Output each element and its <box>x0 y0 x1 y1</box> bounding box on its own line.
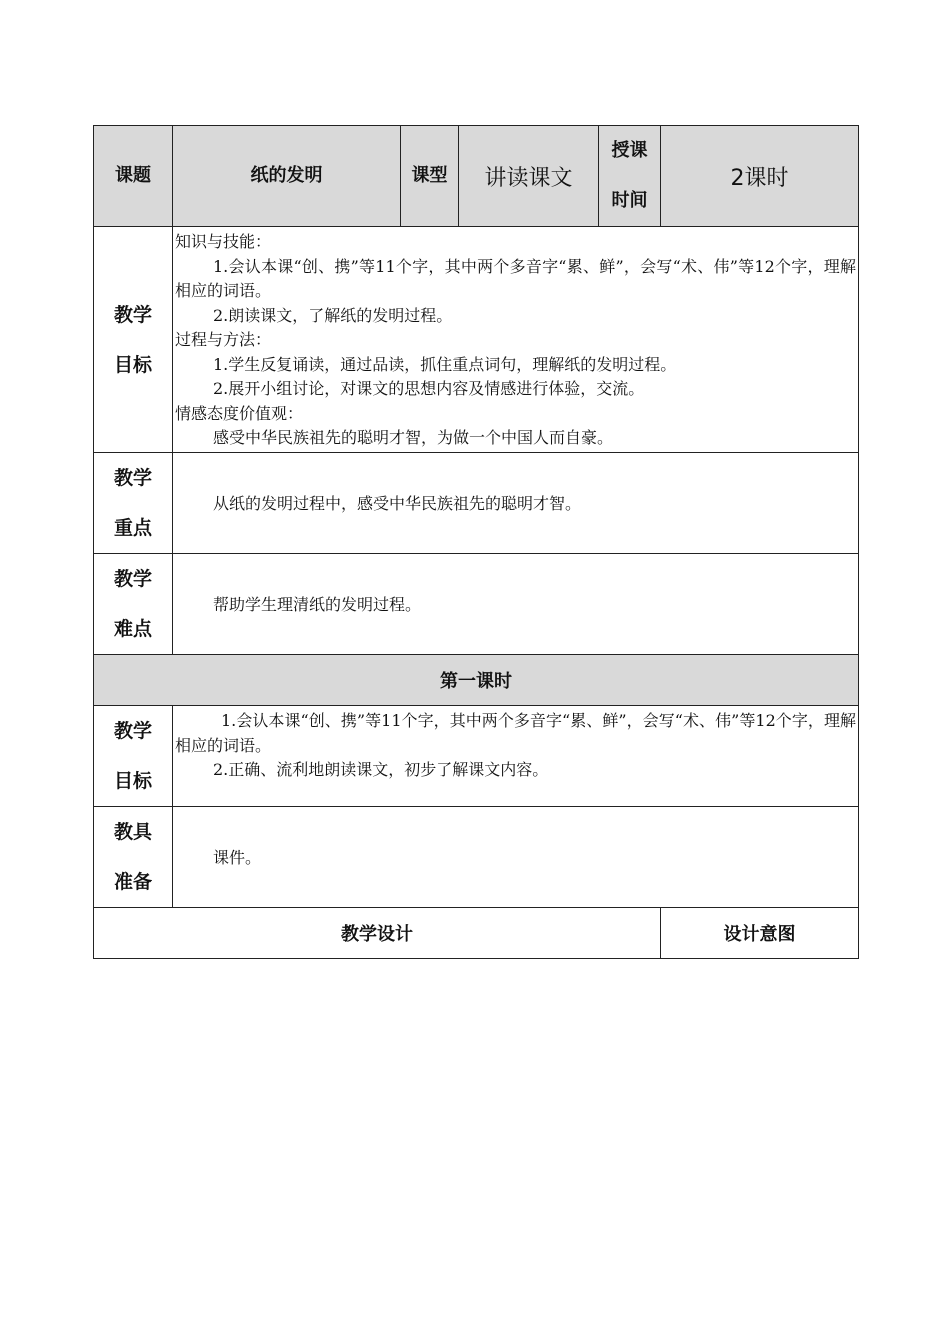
objective-line: 2.朗读课文，了解纸的发明过程。 <box>213 305 453 325</box>
key-points-label-line-2: 重点 <box>113 517 152 539</box>
lesson-objectives-label-line-2: 目标 <box>113 770 152 792</box>
first-lesson-title: 第一课时 <box>94 655 859 706</box>
objectives-content <box>173 227 859 453</box>
key-points-label-line-1: 教学 <box>113 467 152 489</box>
header-row <box>94 126 859 227</box>
tools-text: 课件。 <box>213 847 262 867</box>
tools-content <box>173 807 859 908</box>
difficulties-text: 帮助学生理清纸的发明过程。 <box>213 594 422 614</box>
objective-heading-emotion: 情感态度价值观： <box>175 403 304 423</box>
key-points-row <box>94 453 859 554</box>
objectives-label-line-2: 目标 <box>113 353 152 376</box>
key-points-label <box>94 453 173 554</box>
lesson-objectives-label <box>94 706 173 807</box>
objectives-row <box>94 227 859 453</box>
objective-line: 1.学生反复诵读，通过品读，抓住重点词句，理解纸的发明过程。 <box>213 354 677 374</box>
difficulties-label-line-1: 教学 <box>113 568 152 590</box>
objectives-label-line-1: 教学 <box>113 303 152 326</box>
lesson-objective-line: 1.会认本课“创、携”等11个字，其中两个多音字“累、鲜”，会写“术、伟”等12个字，理解相应的词语。 <box>175 711 856 755</box>
lesson-objectives-content <box>173 706 859 807</box>
difficulties-row <box>94 554 859 655</box>
time-label <box>599 126 661 227</box>
lesson-plan-table <box>93 125 859 959</box>
tools-row <box>94 807 859 908</box>
objectives-label <box>94 227 173 453</box>
difficulties-content <box>173 554 859 655</box>
key-points-content <box>173 453 859 554</box>
key-points-text: 从纸的发明过程中，感受中华民族祖先的聪明才智。 <box>213 493 582 513</box>
lesson-objectives-label-line-1: 教学 <box>113 720 152 742</box>
objective-line: 感受中华民族祖先的聪明才智，为做一个中国人而自豪。 <box>213 428 614 448</box>
design-header-row <box>94 908 859 959</box>
teaching-design-header: 教学设计 <box>94 908 661 959</box>
type-label: 课型 <box>401 126 459 227</box>
time-value: 2课时 <box>661 126 859 227</box>
objective-heading-process: 过程与方法： <box>175 330 272 350</box>
time-label-line-1: 授课 <box>611 140 648 161</box>
tools-label-line-2: 准备 <box>113 871 152 893</box>
difficulties-label <box>94 554 173 655</box>
lesson-objectives-row <box>94 706 859 807</box>
tools-label-line-1: 教具 <box>113 821 152 843</box>
design-intent-header: 设计意图 <box>661 908 859 959</box>
difficulties-label-line-2: 难点 <box>113 618 152 640</box>
lesson-objective-line: 2.正确、流利地朗读课文，初步了解课文内容。 <box>213 760 549 779</box>
first-lesson-row <box>94 655 859 706</box>
objective-heading-knowledge: 知识与技能： <box>175 232 272 252</box>
time-label-line-2: 时间 <box>611 190 648 211</box>
topic-value: 纸的发明 <box>173 126 401 227</box>
topic-label: 课题 <box>94 126 173 227</box>
tools-label <box>94 807 173 908</box>
objective-line: 2.展开小组讨论，对课文的思想内容及情感进行体验，交流。 <box>213 379 645 399</box>
objective-line: 1.会认本课“创、携”等11个字，其中两个多音字“累、鲜”，会写“术、伟”等12个字，理解相应的词语。 <box>175 256 856 301</box>
type-value: 讲读课文 <box>459 126 599 227</box>
